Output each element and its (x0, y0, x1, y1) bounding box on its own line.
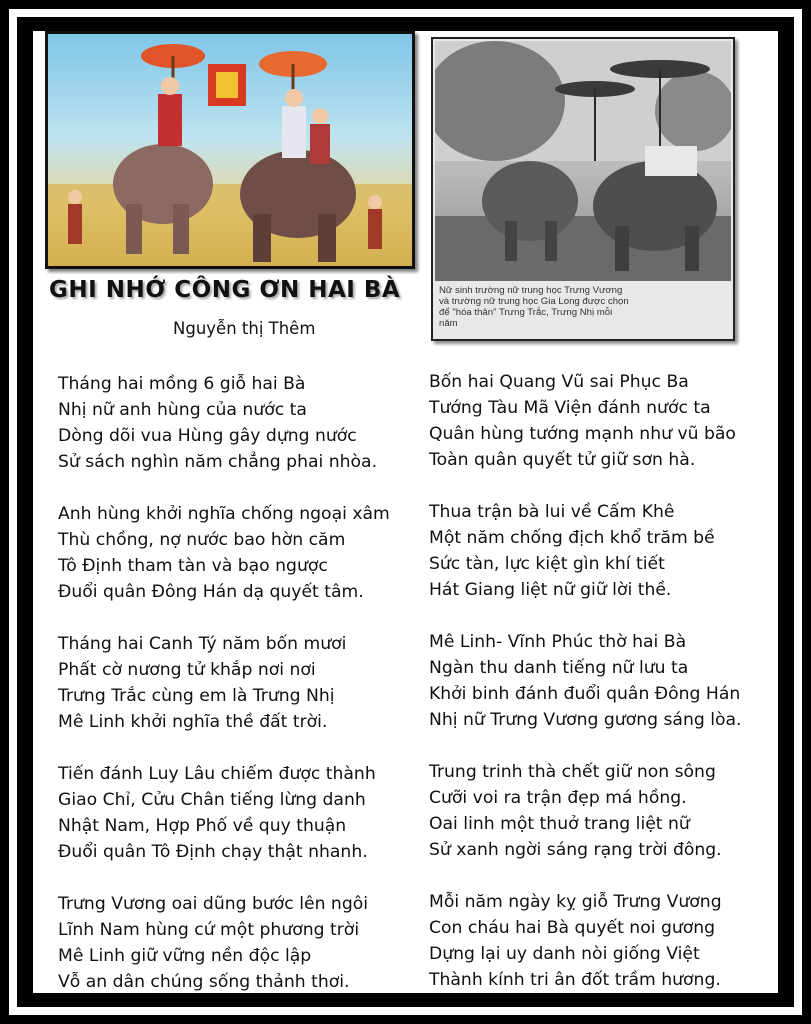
poem-line: Nhị nữ Trưng Vương gương sáng lòa. (429, 710, 742, 730)
poem-line: Sử xanh ngời sáng rạng trời đông. (429, 840, 722, 860)
caption-line: Nữ sinh trường nữ trung học Trưng Vương (439, 285, 623, 296)
poem-line: Dựng lại uy danh nòi giống Việt (429, 944, 700, 964)
poem-line: Giao Chỉ, Cửu Chân tiếng lừng danh (58, 790, 366, 810)
stanza-gap (58, 735, 418, 761)
poem-line: Tướng Tàu Mã Viện đánh nước ta (429, 398, 711, 418)
poem-line: Mỗi năm ngày kỵ giỗ Trưng Vương (429, 892, 722, 912)
poem-stanza (58, 501, 418, 605)
caption-line: năm (439, 318, 458, 329)
poem-line: Dòng dõi vua Hùng gây dựng nước (58, 426, 357, 446)
stanza-gap (58, 605, 418, 631)
stanza-gap (58, 475, 418, 501)
poem-stanza (58, 631, 418, 735)
poem-stanza (58, 371, 418, 475)
poem-column-left (58, 371, 418, 995)
stanza-gap (429, 863, 779, 889)
poem-line: Vỗ an dân chúng sống thảnh thơi. (58, 972, 350, 992)
poem-line: Lĩnh Nam hùng cứ một phương trời (58, 920, 360, 940)
stanza-gap (429, 473, 779, 499)
poem-line: Quân hùng tướng mạnh như vũ bão (429, 424, 736, 444)
poem-line: Tháng hai Canh Tý năm bốn mươi (58, 634, 347, 654)
author-name: Nguyễn thị Thêm (173, 319, 316, 338)
photo-caption (439, 285, 727, 329)
poem-stanza (429, 889, 779, 993)
poem-stanza (58, 761, 418, 865)
poem-line: Toàn quân quyết tử giữ sơn hà. (429, 450, 696, 470)
caption-line: và trường nữ trung học Gia Long được chọn (439, 296, 629, 307)
poem-line: Đuổi quân Tô Định chạy thật nhanh. (58, 842, 368, 862)
poem-line: Sức tàn, lực kiệt gìn khí tiết (429, 554, 665, 574)
poem-stanza (58, 891, 418, 995)
poem-line: Khởi binh đánh đuổi quân Đông Hán (429, 684, 741, 704)
poem-line: Mê Linh giữ vững nền độc lập (58, 946, 312, 966)
poem-line: Nhị nữ anh hùng của nước ta (58, 400, 307, 420)
poem-line: Thành kính tri ân đốt trầm hương. (429, 970, 721, 990)
poem-line: Phất cờ nương tử khắp nơi nơi (58, 660, 316, 680)
photo-image-box (431, 37, 735, 341)
page-title: GHI NHỚ CÔNG ƠN HAI BÀ (49, 277, 401, 303)
photo-illustration (435, 41, 731, 281)
stanza-gap (429, 603, 779, 629)
poem-line: Trung trinh thà chết giữ non sông (429, 762, 716, 782)
poem-line: Tô Định tham tàn và bạo ngược (58, 556, 328, 576)
poem-line: Oai linh một thuở trang liệt nữ (429, 814, 690, 834)
poem-line: Tiến đánh Luy Lâu chiếm được thành (58, 764, 376, 784)
poem-stanza (429, 759, 779, 863)
poem-line: Thua trận bà lui về Cấm Khê (429, 502, 675, 522)
poem-line: Trưng Trắc cùng em là Trưng Nhị (58, 686, 335, 706)
caption-line: để "hóa thân" Trưng Trắc, Trưng Nhị mỗi (439, 307, 613, 318)
poem-line: Mê Linh- Vĩnh Phúc thờ hai Bà (429, 632, 687, 652)
poem-line: Sử sách nghìn năm chẳng phai nhòa. (58, 452, 378, 472)
poem-line: Anh hùng khởi nghĩa chống ngoại xâm (58, 504, 390, 524)
poem-line: Trưng Vương oai dũng bước lên ngôi (58, 894, 369, 914)
poem-line: Thù chồng, nợ nước bao hờn căm (58, 530, 346, 550)
painting-illustration (48, 34, 412, 266)
page (33, 31, 778, 993)
painting-image (45, 31, 415, 269)
stanza-gap (58, 865, 418, 891)
poem-stanza (429, 629, 779, 733)
photo-image (435, 41, 731, 281)
poem-line: Một năm chống địch khổ trăm bề (429, 528, 715, 548)
poem-line: Bốn hai Quang Vũ sai Phục Ba (429, 372, 689, 392)
poem-line: Nhật Nam, Hợp Phố về quy thuận (58, 816, 347, 836)
poem-column-right (429, 369, 779, 993)
poem-line: Tháng hai mồng 6 giỗ hai Bà (58, 374, 306, 394)
poem-line: Cưỡi voi ra trận đẹp má hồng. (429, 788, 687, 808)
poem-line: Mê Linh khởi nghĩa thề đất trời. (58, 712, 328, 732)
poem-line: Hát Giang liệt nữ giữ lời thề. (429, 580, 672, 600)
poem-line: Đuổi quân Đông Hán dạ quyết tâm. (58, 582, 364, 602)
poem-line: Con cháu hai Bà quyết noi gương (429, 918, 716, 938)
stanza-gap (429, 733, 779, 759)
poem-stanza (429, 499, 779, 603)
poem-line: Ngàn thu danh tiếng nữ lưu ta (429, 658, 689, 678)
poem-stanza (429, 369, 779, 473)
